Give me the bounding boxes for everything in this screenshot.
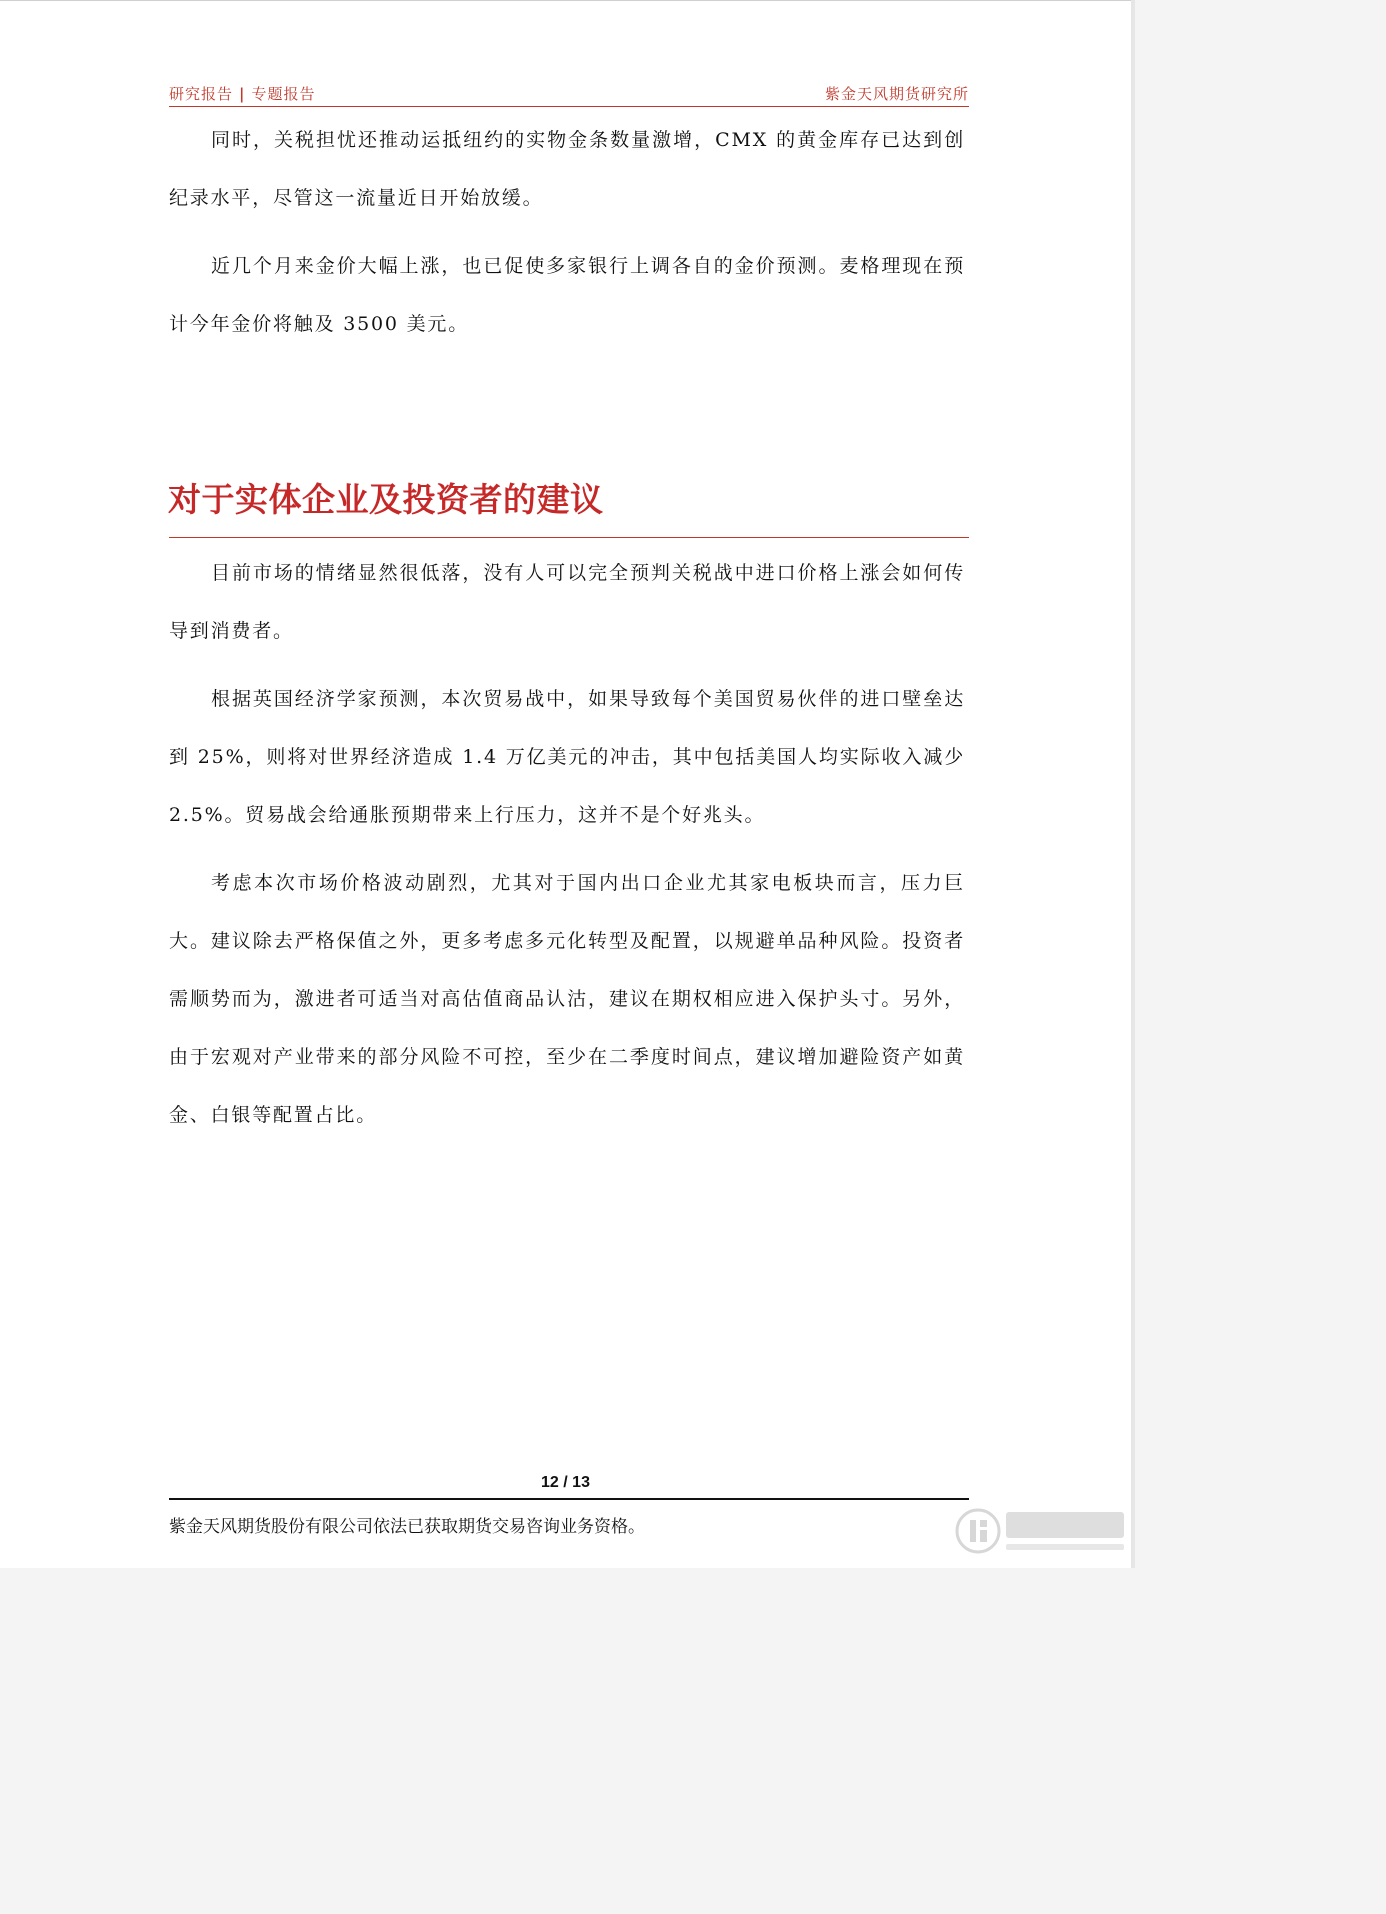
page-top-edge	[0, 0, 1131, 1]
body-paragraph-2: 近几个月来金价大幅上涨，也已促使多家银行上调各自的金价预测。麦格理现在预计今年金价将触及 3500 美元。	[169, 255, 965, 335]
body-paragraph-4: 根据英国经济学家预测，本次贸易战中，如果导致每个美国贸易伙伴的进口壁垒达到 25%，则将对世界经济造成 1.4 万亿美元的冲击，其中包括美国人均实际收入减少 2.5%。贸易战会给通胀预期带来上行压力，这并不是个好兆头。	[169, 688, 965, 826]
footer-disclaimer: 紫金天风期货股份有限公司依法已获取期货交易咨询业务资格。	[169, 1517, 645, 1536]
site-logo-icon	[952, 1500, 1130, 1562]
page-header	[169, 83, 969, 107]
body-paragraph-5: 考虑本次市场价格波动剧烈，尤其对于国内出口企业尤其家电板块而言，压力巨大。建议除去严格保值之外，更多考虑多元化转型及配置，以规避单品种风险。投资者需顺势而为，激进者可适当对高估值商品认沽，建议在期权相应进入保护头寸。另外，由于宏观对产业带来的部分风险不可控，至少在二季度时间点，建议增加避险资产如黄金、白银等配置占比。	[169, 872, 965, 1126]
body-paragraph-3: 目前市场的情绪显然很低落，没有人可以完全预判关税战中进口价格上涨会如何传导到消费者。	[169, 562, 965, 642]
scrollbar-track[interactable]	[1131, 0, 1135, 1568]
header-separator: |	[239, 85, 246, 103]
header-rule	[169, 106, 969, 107]
report-type-label	[169, 83, 316, 104]
institute-name: 紫金天风期货研究所	[824, 85, 969, 103]
page-number: 12 / 13	[541, 1474, 590, 1491]
report-category: 研究报告	[169, 85, 234, 103]
section-rule	[169, 537, 969, 538]
body-paragraph-1: 同时，关税担忧还推动运抵纽约的实物金条数量激增，CMX 的黄金库存已达到创纪录水平，尽管这一流量近日开始放缓。	[169, 129, 965, 209]
section-title: 对于实体企业及投资者的建议	[168, 480, 604, 519]
footer-rule	[169, 1498, 969, 1500]
report-subcategory: 专题报告	[251, 85, 316, 103]
